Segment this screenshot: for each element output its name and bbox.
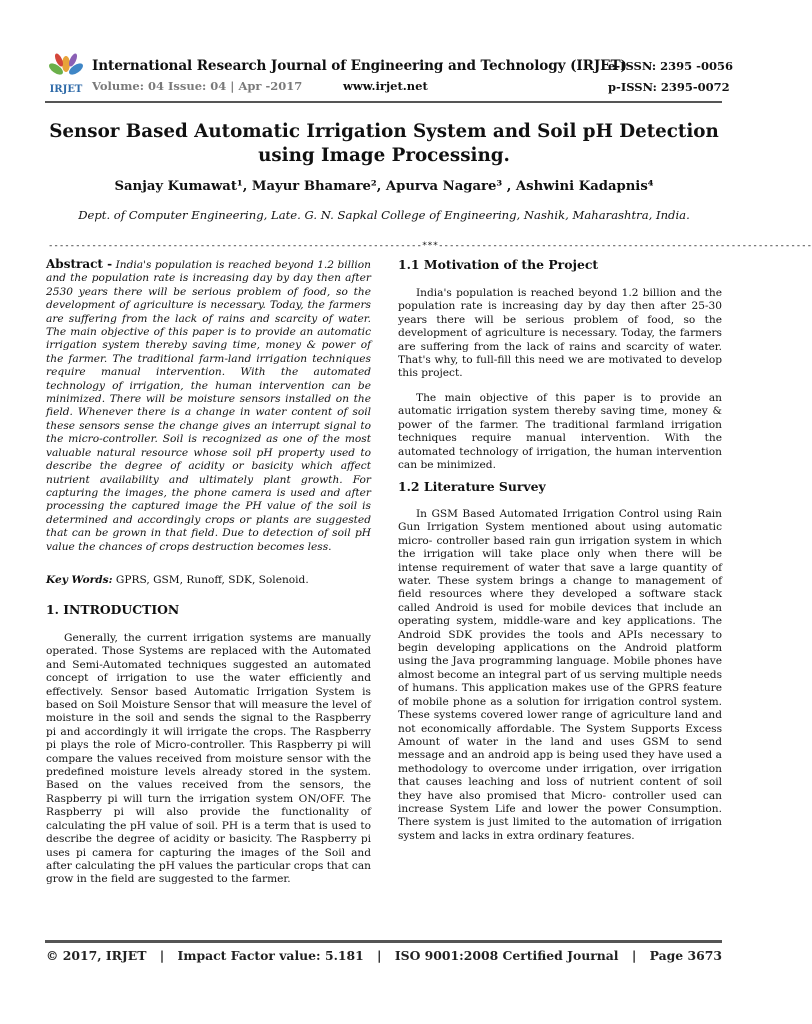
- flower-icon: [47, 52, 85, 76]
- header-rule: [45, 101, 722, 103]
- page-number: Page 3673: [649, 948, 722, 963]
- journal-website[interactable]: www.irjet.net: [343, 79, 428, 93]
- introduction-heading: 1. INTRODUCTION: [46, 602, 180, 617]
- logo-text: IRJET: [49, 84, 83, 95]
- paper-authors: Sanjay Kumawat¹, Mayur Bhamare², Apurva Nagare³ , Ashwini Kadapnis⁴: [114, 179, 654, 194]
- footer-separator: |: [377, 948, 382, 963]
- footer-iso: ISO 9001:2008 Certified Journal: [394, 948, 619, 963]
- author-affiliation: Dept. of Computer Engineering, Late. G. N. Sapkal College of Engineering, Nashik, Maharashtra, India.: [78, 208, 690, 222]
- section-separator: ---------------------------------------------------------------------***---------------------------------------------------------------------: [48, 241, 812, 251]
- introduction-text: Generally, the current irrigation systems are manually operated. Those Systems are replaced with the Automated and Semi-Automated techniques suggested an automated concept of irrigation to use the water efficiently and effectively. Sensor based Automatic Irrigation System is based on Soil Moisture Sensor that will measure the level of moisture in the soil and sends the signal to the Raspberry pi and accordingly it will irrigate the crops. The Raspberry pi plays the role of Micro-controller. This Raspberry pi will compare the values received from moisture sensor with the predefined moisture levels already stored in the system. Based on the values received from the sensors, the Raspberry pi will turn the irrigation system ON/OFF. The Raspberry pi will also provide the functionality of calculating the pH value of soil. PH is a term that is used to describe the degree of acidity or basicity. The Raspberry pi uses pi camera for capturing the images of the Soil and after calculating the pH values the particular crops that can grow in the field are suggested to the farmer.: [46, 632, 371, 886]
- motivation-paragraph-1: India's population is reached beyond 1.2 billion and the population rate is increasing day by day then after 25-30 years there will be serious problem of food, so the development of agriculture is necessary. Today, the farmers are suffering from the lack of rains and scarcity of water. That's why, to full-fill this need we are motivated to develop this project.: [398, 287, 722, 380]
- footer-copyright: © 2017, IRJET: [46, 948, 147, 963]
- motivation-heading: 1.1 Motivation of the Project: [398, 257, 599, 272]
- footer-separator: |: [631, 948, 637, 963]
- literature-text: In GSM Based Automated Irrigation Control using Rain Gun Irrigation System mentioned about using automatic micro- controller based rain gun irrigation system in which the irrigation will take place only when there will be intense requirement of water that save a large quantity of water. These system brings a change to management of field resources where they developed a software stack called Android is used for mobile devices that include an operating system, middle-ware and key applications. The Android SDK provides the tools and APIs necessary to begin developing applications on the Android platform using the Java programming language. Mobile phones have almost become an integral part of us serving multiple needs of humans. This application makes use of the GPRS feature of mobile phone as a solution for irrigation control system. These systems covered lower range of agriculture land and not economically affordable. The System Supports Excess Amount of water in the land and uses GSM to send message and an android app is being used they have used a methodology to overcome under irrigation, over irrigation that causes leaching and loss of nutrient content of soil they have also promised that Micro- controller used can increase System Life and lower the power Consumption. There system is just limited to the automation of irrigation system and lacks in extra ordinary features.: [398, 508, 722, 842]
- journal-name: International Research Journal of Engineering and Technology (IRJET): [92, 58, 627, 74]
- abstract: [46, 258, 371, 554]
- e-issn: e-ISSN: 2395 -0056: [608, 59, 733, 73]
- abstract-label: Abstract -: [46, 257, 113, 271]
- footer-rule: [45, 940, 722, 943]
- volume-issue: Volume: 04 Issue: 04 | Apr -2017: [92, 79, 303, 93]
- footer-impact-factor: Impact Factor value: 5.181: [177, 948, 364, 963]
- keywords-label: Key Words:: [46, 574, 113, 586]
- keywords: [46, 574, 371, 587]
- literature-heading: 1.2 Literature Survey: [398, 479, 546, 494]
- paper-title: Sensor Based Automatic Irrigation System and Soil pH Detection using Image Processing.: [49, 121, 719, 166]
- footer-separator: |: [159, 948, 165, 963]
- motivation-paragraph-2: The main objective of this paper is to provide an automatic irrigation system thereby saving time, money & power of the farmer. The traditional farmland irrigation techniques require manual intervention. With the automated technology of irrigation, the human intervention can be minimized.: [398, 392, 722, 472]
- keywords-text: GPRS, GSM, Runoff, SDK, Solenoid.: [115, 574, 309, 586]
- page-footer: [46, 948, 722, 963]
- p-issn: p-ISSN: 2395-0072: [608, 80, 730, 94]
- abstract-text: India's population is reached beyond 1.2 billion and the population rate is increasing day by day then after 2530 years there will be serious problem of food, so the development of agriculture is necessary. Today, the farmers are suffering from the lack of rains and scarcity of water. The main objective of this paper is to provide an automatic irrigation system thereby saving time, money & power of the farmer. The traditional farm-land irrigation techniques require manual intervention. With the automated technology of irrigation, the human intervention can be minimized. There will be moisture sensors installed on the field. Whenever there is a change in water content of soil these sensors sense the change gives an interrupt signal to the micro-controller. Soil is recognized as one of the most valuable natural resource whose soil pH property used to describe the degree of acidity or basicity which affect nutrient availability and ultimately plant growth. For capturing the images, the phone camera is used and after processing the captured image the PH value of the soil is determined and accordingly crops or plants are suggested that can be grown in that field. Due to detection of soil pH value the chances of crops destruction becomes less.: [46, 259, 372, 553]
- irjet-logo: [44, 52, 88, 96]
